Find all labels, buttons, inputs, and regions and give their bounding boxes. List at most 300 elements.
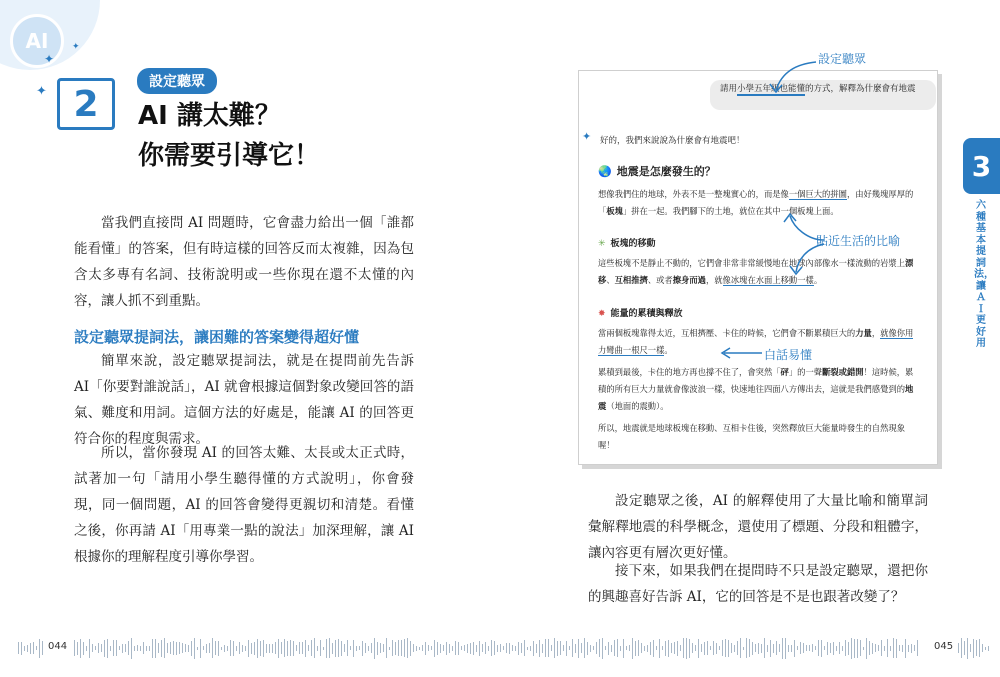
wave-bar bbox=[404, 639, 405, 657]
wave-bar bbox=[449, 644, 450, 653]
wave-bar bbox=[425, 642, 426, 655]
wave-bar bbox=[683, 638, 684, 658]
wave-bar bbox=[521, 643, 522, 653]
wave-bar bbox=[260, 641, 261, 656]
wave-bar bbox=[890, 646, 891, 651]
section-title-energy bbox=[598, 306, 683, 319]
wave-bar bbox=[881, 640, 882, 656]
wave-bar bbox=[740, 638, 741, 658]
wave-bar bbox=[401, 640, 402, 656]
wave-bar bbox=[194, 638, 195, 659]
wave-bar bbox=[611, 645, 612, 652]
wave-bar bbox=[122, 644, 123, 653]
wave-bar bbox=[902, 645, 903, 652]
wave-bar bbox=[368, 646, 369, 651]
wave-bar bbox=[431, 646, 432, 650]
wave-bar bbox=[263, 640, 264, 657]
wave-bar bbox=[179, 642, 180, 654]
wave-bar bbox=[191, 641, 192, 656]
wave-bar bbox=[215, 641, 216, 655]
wave-bar bbox=[137, 645, 138, 651]
wave-bar bbox=[323, 647, 324, 650]
wave-bar bbox=[452, 646, 453, 651]
prompt-text: 的方式，解釋為什麼會有地震 bbox=[805, 84, 916, 94]
wave-bar bbox=[638, 640, 639, 656]
wave-bar bbox=[443, 645, 444, 651]
wave-bar bbox=[503, 646, 504, 650]
wave-bar bbox=[80, 639, 81, 658]
wave-bar bbox=[563, 645, 564, 651]
body-paragraph-1: 簡單來說，設定聽眾提詞法，就是在提問前先告訴 AI「你要對誰說話」，AI 就會根據這個對象改變回答的語氣、難度和用詞。這個方法的好處是，能讓 AI 的回答更符合你的程度與需求。 bbox=[74, 353, 414, 447]
wave-bar bbox=[104, 640, 105, 657]
wave-bar bbox=[794, 640, 795, 657]
wave-bar bbox=[656, 646, 657, 650]
wave-bar bbox=[635, 641, 636, 656]
wave-bar bbox=[92, 644, 93, 652]
wave-bar bbox=[668, 640, 669, 657]
wave-bar bbox=[419, 647, 420, 650]
wave-bar bbox=[641, 643, 642, 653]
explosion-icon: ✸ bbox=[598, 309, 606, 319]
wave-bar bbox=[347, 640, 348, 656]
body-paragraph-2: 所以，當你發現 AI 的回答太難、太長或太正式時，試著加一句「請用小學生聽得懂的方式說明」，你會發現，同一個問題，AI 的回答會變得更親切和清楚。看懂之後，你再請 AI「用專業一點的說法」加深理解，讓 AI 根據你的理解程度引導你學習。 bbox=[74, 445, 414, 565]
wave-bar bbox=[236, 646, 237, 651]
wave-bar bbox=[662, 646, 663, 650]
page-number-right: 045 bbox=[934, 641, 954, 652]
wave-bar bbox=[440, 644, 441, 653]
wave-bar bbox=[458, 642, 459, 655]
wave-bar bbox=[985, 647, 986, 650]
ai-intro-text: 好的，我們來說說為什麼會有地震吧！ bbox=[600, 136, 745, 146]
wave-bar bbox=[686, 638, 687, 659]
wave-bar bbox=[671, 643, 672, 653]
wave-bar bbox=[446, 642, 447, 655]
section-title-text: 板塊的移動 bbox=[610, 239, 656, 249]
wave-bar bbox=[782, 638, 783, 659]
footer-wave-center bbox=[74, 636, 918, 660]
wave-bar bbox=[674, 642, 675, 654]
wave-bar bbox=[36, 646, 37, 650]
footer-wave-right bbox=[958, 636, 989, 660]
wave-bar bbox=[500, 644, 501, 652]
wave-bar bbox=[845, 640, 846, 656]
wave-bar bbox=[851, 638, 852, 659]
annotation-arrow bbox=[780, 210, 830, 280]
wave-bar bbox=[167, 643, 168, 653]
wave-bar bbox=[173, 641, 174, 655]
wave-bar bbox=[128, 641, 129, 655]
wave-bar bbox=[869, 641, 870, 655]
section-text-energy-1: 當兩個板塊靠得太近，互相擠壓、卡住的時候，它們會不斷累積巨大的力量，就像你用力彎曲一根尺一樣。 bbox=[598, 328, 914, 355]
wave-bar bbox=[815, 646, 816, 650]
right-paragraph-1: 設定聽眾之後，AI 的解釋使用了大量比喻和簡單詞彙解釋地震的科學概念，還使用了標題、分段和粗體字，讓內容更有層次更好懂。 bbox=[588, 493, 928, 561]
wave-bar bbox=[311, 640, 312, 656]
wave-bar bbox=[152, 639, 153, 658]
wave-bar bbox=[857, 639, 858, 658]
wave-bar bbox=[767, 645, 768, 652]
wave-bar bbox=[224, 645, 225, 652]
page-title bbox=[138, 96, 320, 176]
wave-bar bbox=[98, 643, 99, 653]
wave-bar bbox=[242, 645, 243, 652]
wave-bar bbox=[623, 639, 624, 658]
wave-bar bbox=[893, 638, 894, 658]
sparkle-icon: ✦ bbox=[72, 42, 80, 52]
prompt-highlight: 小學五年級也能懂 bbox=[737, 84, 806, 94]
wave-bar bbox=[353, 640, 354, 657]
wave-bar bbox=[848, 642, 849, 655]
annotation-arrow bbox=[718, 346, 764, 360]
wave-bar bbox=[704, 642, 705, 655]
wave-bar bbox=[770, 640, 771, 657]
wave-bar bbox=[170, 642, 171, 654]
wave-bar bbox=[83, 642, 84, 655]
wave-bar bbox=[140, 646, 141, 651]
wave-bar bbox=[887, 639, 888, 657]
wave-bar bbox=[158, 643, 159, 653]
wave-bar bbox=[27, 645, 28, 652]
wave-bar bbox=[146, 646, 147, 651]
wave-bar bbox=[143, 642, 144, 654]
wave-bar bbox=[590, 645, 591, 652]
wave-bar bbox=[812, 644, 813, 652]
wave-bar bbox=[332, 643, 333, 654]
wave-bar bbox=[155, 639, 156, 658]
wave-bar bbox=[377, 642, 378, 655]
wave-bar bbox=[287, 641, 288, 656]
wave-bar bbox=[764, 638, 765, 658]
wave-bar bbox=[659, 639, 660, 658]
wave-bar bbox=[197, 647, 198, 650]
wave-bar bbox=[863, 647, 864, 650]
chapter-label: 六種基本提詞法，讓ＡＩ更好用 bbox=[974, 200, 994, 349]
ai-logo-icon bbox=[10, 14, 64, 68]
wave-bar bbox=[275, 642, 276, 654]
wave-bar bbox=[284, 639, 285, 657]
wave-bar bbox=[233, 641, 234, 656]
wave-bar bbox=[509, 643, 510, 654]
wave-bar bbox=[116, 640, 117, 656]
wave-bar bbox=[653, 640, 654, 657]
wave-bar bbox=[335, 640, 336, 657]
wave-bar bbox=[356, 646, 357, 651]
wave-bar bbox=[899, 645, 900, 651]
wave-bar bbox=[305, 640, 306, 657]
section-text-move: 這些板塊不是靜止不動的，它們會非常非常緩慢地在地球內部像水一樣流動的岩漿上漂移、互相推擠、或者擦身而過，就像冰塊在水面上移動一樣。 bbox=[598, 258, 914, 285]
wave-bar bbox=[677, 641, 678, 656]
wave-bar bbox=[362, 641, 363, 656]
wave-bar bbox=[527, 647, 528, 650]
section-text-earth: 想像我們住的地球，外表不是一整塊實心的，而是像一個巨大的拼圖，由好幾塊厚厚的「板塊」拼在一起。我們腳下的土地，就位在其中一個板塊上面。 bbox=[598, 189, 914, 216]
wave-bar bbox=[620, 646, 621, 651]
wave-bar bbox=[755, 644, 756, 652]
wave-bar bbox=[695, 645, 696, 651]
wave-bar bbox=[614, 640, 615, 656]
wave-bar bbox=[809, 645, 810, 651]
wave-bar bbox=[599, 639, 600, 657]
wave-bar bbox=[743, 647, 744, 650]
wave-bar bbox=[545, 639, 546, 657]
wave-bar bbox=[776, 641, 777, 655]
wave-bar bbox=[905, 639, 906, 658]
wave-bar bbox=[884, 646, 885, 651]
wave-bar bbox=[326, 639, 327, 658]
wave-bar bbox=[719, 646, 720, 650]
wave-bar bbox=[95, 646, 96, 650]
wave-bar bbox=[395, 642, 396, 655]
wave-bar bbox=[407, 638, 408, 658]
wave-bar bbox=[752, 642, 753, 655]
wave-bar bbox=[734, 645, 735, 652]
wave-bar bbox=[239, 642, 240, 654]
wave-bar bbox=[806, 645, 807, 651]
globe-icon: 🌏 bbox=[598, 165, 612, 178]
wave-bar bbox=[389, 647, 390, 650]
wave-bar bbox=[818, 640, 819, 656]
wave-bar bbox=[608, 642, 609, 655]
highlight-underline: 像冰塊在水面上移動一樣 bbox=[722, 275, 814, 285]
wave-bar bbox=[182, 643, 183, 653]
wave-bar bbox=[33, 642, 34, 654]
wave-bar bbox=[878, 645, 879, 651]
wave-bar bbox=[587, 642, 588, 655]
wave-bar bbox=[185, 644, 186, 652]
wave-bar bbox=[317, 646, 318, 651]
wave-bar bbox=[149, 646, 150, 651]
wave-bar bbox=[797, 646, 798, 650]
wave-bar bbox=[908, 645, 909, 652]
wave-bar bbox=[560, 641, 561, 655]
wave-bar bbox=[803, 643, 804, 653]
burst-icon: ✳ bbox=[598, 239, 606, 249]
wave-bar bbox=[89, 639, 90, 658]
ai-sparkle-icon: ✦ bbox=[582, 130, 592, 143]
footer-wave-left bbox=[18, 636, 43, 660]
wave-bar bbox=[101, 644, 102, 652]
wave-bar bbox=[74, 640, 75, 656]
wave-bar bbox=[515, 646, 516, 651]
wave-bar bbox=[380, 643, 381, 653]
wave-bar bbox=[581, 643, 582, 653]
wave-bar bbox=[557, 641, 558, 656]
wave-bar bbox=[914, 645, 915, 651]
wave-bar bbox=[308, 645, 309, 651]
wave-bar bbox=[473, 642, 474, 655]
wave-bar bbox=[86, 646, 87, 651]
wave-bar bbox=[410, 641, 411, 656]
wave-bar bbox=[512, 645, 513, 651]
wave-bar bbox=[970, 644, 971, 652]
highlight-underline: 一個巨大的拼圖 bbox=[788, 189, 847, 199]
wave-bar bbox=[575, 644, 576, 653]
right-paragraph-2: 接下來，如果我們在提問時不只是設定聽眾，還把你的興趣喜好告訴 AI，它的回答是不是也跟著改變了？ bbox=[588, 563, 928, 605]
wave-bar bbox=[257, 639, 258, 658]
wave-bar bbox=[839, 642, 840, 654]
wave-bar bbox=[605, 646, 606, 650]
wave-bar bbox=[176, 642, 177, 655]
wave-bar bbox=[911, 644, 912, 653]
wave-bar bbox=[716, 643, 717, 654]
conclusion-text: 所以，地震就是地球板塊在移動、互相卡住後，突然釋放巨大能量時發生的自然現象喔！ bbox=[598, 423, 905, 450]
section-number-box bbox=[57, 78, 115, 130]
wave-bar bbox=[30, 643, 31, 654]
wave-bar bbox=[737, 641, 738, 655]
chapter-number: 3 bbox=[971, 149, 992, 183]
section-number: 2 bbox=[73, 83, 99, 125]
wave-bar bbox=[917, 640, 918, 656]
wave-bar bbox=[958, 643, 959, 653]
wave-bar bbox=[967, 638, 968, 659]
wave-bar bbox=[455, 641, 456, 655]
wave-bar bbox=[961, 638, 962, 658]
wave-bar bbox=[491, 640, 492, 656]
wave-bar bbox=[296, 645, 297, 651]
wave-bar bbox=[428, 645, 429, 651]
wave-bar bbox=[278, 639, 279, 658]
wave-bar bbox=[713, 641, 714, 655]
wave-bar bbox=[119, 646, 120, 650]
wave-bar bbox=[77, 642, 78, 655]
title-line-1: AI 講太難？ bbox=[138, 101, 281, 131]
wave-bar bbox=[824, 646, 825, 650]
wave-bar bbox=[110, 646, 111, 651]
wave-bar bbox=[539, 640, 540, 657]
wave-bar bbox=[698, 639, 699, 658]
wave-bar bbox=[200, 639, 201, 658]
wave-bar bbox=[707, 641, 708, 655]
section-title-text: 地震是怎麼發生的？ bbox=[616, 165, 716, 178]
wave-bar bbox=[269, 644, 270, 653]
wave-bar bbox=[392, 640, 393, 656]
wave-bar bbox=[299, 642, 300, 654]
wave-bar bbox=[785, 638, 786, 659]
wave-bar bbox=[602, 638, 603, 659]
wave-bar bbox=[896, 639, 897, 658]
wave-bar bbox=[338, 639, 339, 657]
wave-bar bbox=[374, 638, 375, 659]
wave-bar bbox=[344, 644, 345, 652]
wave-bar bbox=[290, 640, 291, 656]
wave-bar bbox=[596, 642, 597, 654]
wave-bar bbox=[416, 646, 417, 651]
wave-bar bbox=[470, 643, 471, 654]
wave-bar bbox=[680, 645, 681, 651]
wave-bar bbox=[554, 638, 555, 658]
wave-bar bbox=[518, 642, 519, 655]
wave-bar bbox=[125, 644, 126, 652]
wave-bar bbox=[206, 644, 207, 653]
wave-bar bbox=[398, 640, 399, 656]
wave-bar bbox=[964, 641, 965, 655]
section-title-move bbox=[598, 236, 656, 249]
wave-bar bbox=[209, 643, 210, 653]
wave-bar bbox=[272, 644, 273, 653]
wave-bar bbox=[665, 641, 666, 656]
wave-bar bbox=[536, 644, 537, 653]
wave-bar bbox=[245, 646, 246, 651]
chapter-tab bbox=[963, 138, 1000, 194]
wave-bar bbox=[476, 645, 477, 652]
wave-bar bbox=[578, 639, 579, 658]
annotation-plain-language: 白話易懂 bbox=[764, 348, 813, 362]
wave-bar bbox=[788, 645, 789, 652]
wave-bar bbox=[827, 642, 828, 655]
wave-bar bbox=[761, 644, 762, 653]
wave-bar bbox=[494, 641, 495, 655]
wave-bar bbox=[164, 638, 165, 658]
wave-bar bbox=[860, 640, 861, 656]
wave-bar bbox=[982, 644, 983, 652]
wave-bar bbox=[542, 644, 543, 653]
wave-bar bbox=[21, 642, 22, 655]
wave-bar bbox=[569, 646, 570, 650]
wave-bar bbox=[728, 640, 729, 657]
wave-bar bbox=[530, 646, 531, 651]
wave-bar bbox=[551, 645, 552, 651]
topic-badge: 設定聽眾 bbox=[137, 68, 217, 94]
wave-bar bbox=[113, 640, 114, 656]
wave-bar bbox=[383, 644, 384, 652]
wave-bar bbox=[548, 639, 549, 657]
wave-bar bbox=[701, 644, 702, 652]
wave-bar bbox=[629, 645, 630, 651]
wave-bar bbox=[221, 647, 222, 650]
wave-bar bbox=[485, 642, 486, 654]
wave-bar bbox=[320, 640, 321, 656]
wave-bar bbox=[350, 646, 351, 650]
highlight-underline: 就像你用力彎曲一根尺一樣 bbox=[598, 328, 914, 355]
wave-bar bbox=[18, 642, 19, 654]
title-line-2: 你需要引導它！ bbox=[138, 141, 321, 171]
wave-bar bbox=[749, 639, 750, 657]
wave-bar bbox=[842, 646, 843, 651]
wave-bar bbox=[866, 638, 867, 659]
wave-bar bbox=[836, 646, 837, 651]
wave-bar bbox=[872, 643, 873, 654]
sparkle-icon: ✦ bbox=[36, 84, 47, 99]
prompt-text: 請用 bbox=[720, 84, 738, 94]
wave-bar bbox=[437, 642, 438, 655]
wave-bar bbox=[203, 646, 204, 650]
intro-paragraph: 當我們直接問 AI 問題時，它會盡力給出一個「誰都能看懂」的答案，但有時這樣的回答反而太複雜，因為包含太多專有名詞、技術說明或一些你現在還不太懂的內容，讓人抓不到重點。 bbox=[74, 215, 414, 309]
wave-bar bbox=[386, 638, 387, 658]
wave-bar bbox=[488, 646, 489, 651]
wave-bar bbox=[731, 643, 732, 653]
wave-bar bbox=[134, 646, 135, 651]
sub-heading: 設定聽眾提詞法，讓困難的答案變得超好懂 bbox=[74, 328, 360, 346]
wave-bar bbox=[218, 641, 219, 656]
wave-bar bbox=[854, 639, 855, 658]
wave-bar bbox=[524, 640, 525, 656]
ai-logo-text: AI bbox=[25, 29, 49, 53]
wave-bar bbox=[293, 641, 294, 656]
wave-bar bbox=[371, 643, 372, 653]
wave-bar bbox=[650, 642, 651, 655]
wave-bar bbox=[830, 643, 831, 653]
wave-bar bbox=[988, 646, 989, 651]
wave-bar bbox=[479, 641, 480, 656]
wave-bar bbox=[533, 641, 534, 656]
wave-bar bbox=[212, 638, 213, 658]
wave-bar bbox=[593, 646, 594, 650]
wave-bar bbox=[976, 640, 977, 656]
wave-bar bbox=[617, 639, 618, 657]
wave-bar bbox=[266, 644, 267, 653]
wave-bar bbox=[230, 640, 231, 656]
wave-bar bbox=[497, 645, 498, 652]
annotation-arrow bbox=[760, 58, 830, 98]
wave-bar bbox=[632, 638, 633, 659]
